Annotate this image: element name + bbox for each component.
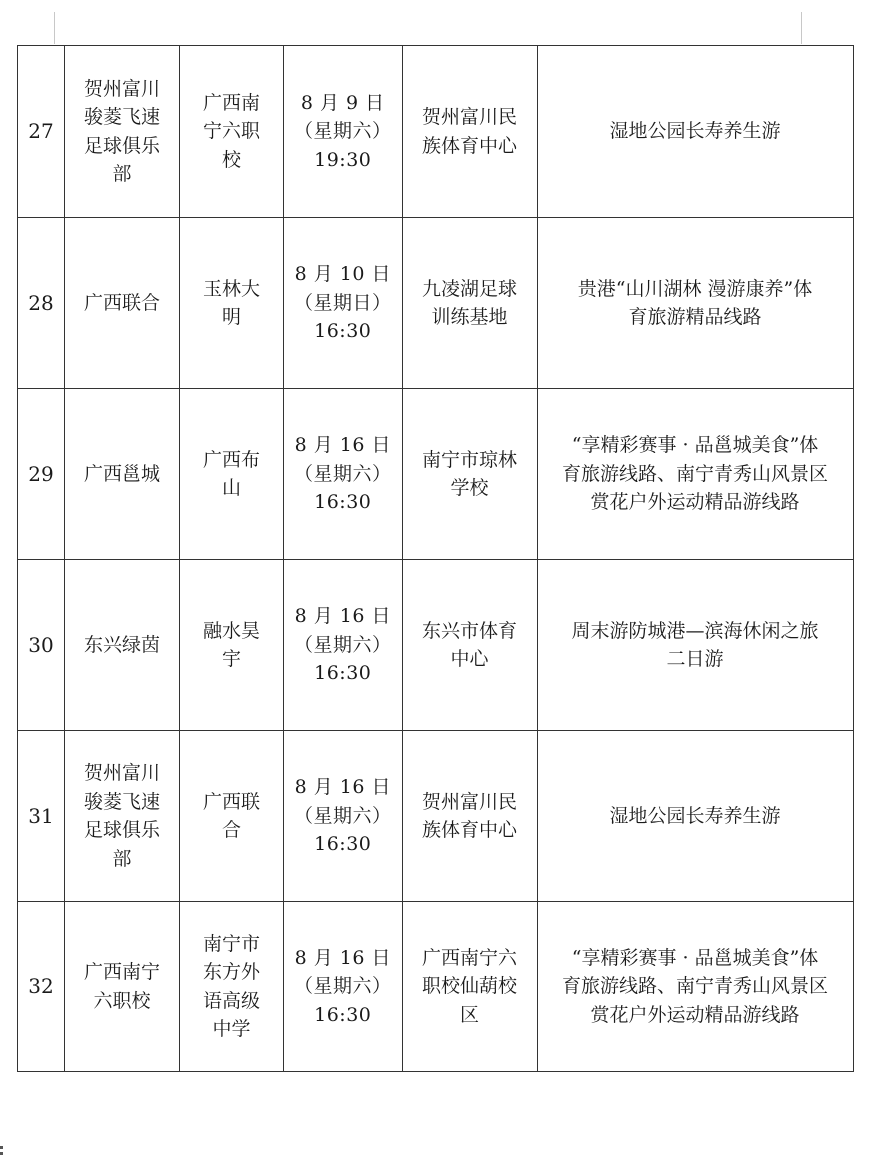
match-number: 30 <box>28 632 54 657</box>
match-number: 31 <box>28 803 54 828</box>
away-team-line: 合 <box>221 819 241 841</box>
match-venue-line: 贺州富川民 <box>422 790 518 813</box>
home-team-cell <box>65 902 180 1072</box>
match-venue-line: 族体育中心 <box>422 134 518 157</box>
match-venue-line: 九凌湖足球 <box>422 277 518 300</box>
tour-route-line: 周末游防城港—滨海休闲之旅 <box>571 619 819 642</box>
match-datetime-line: （星期六） <box>294 120 392 143</box>
away-team-line: 宁六职 <box>202 120 260 143</box>
match-number: 27 <box>28 119 54 144</box>
tour-route-line: 二日游 <box>666 648 724 670</box>
tour-route-line: “享精彩赛事 · 品邕城美食”体 <box>571 434 819 457</box>
away-team-cell <box>180 46 284 218</box>
away-team-cell <box>180 902 284 1072</box>
home-team-line: 六职校 <box>93 989 151 1012</box>
match-number-cell <box>18 389 65 560</box>
match-number-cell <box>18 46 65 218</box>
home-team-line: 足球俱乐 <box>83 134 160 157</box>
tour-route-line: 湿地公园长寿养生游 <box>609 120 781 143</box>
home-team-line: 部 <box>112 847 132 870</box>
tour-route-line: 贵港“山川湖林 漫游康养”体 <box>577 277 813 300</box>
margin-dots <box>0 1146 6 1156</box>
match-datetime-line: （星期六） <box>294 804 392 827</box>
table-row <box>18 902 854 1072</box>
match-number: 29 <box>28 461 54 486</box>
tour-route-cell <box>537 218 853 389</box>
match-datetime-line: 8 月 16 日 <box>294 605 391 628</box>
match-venue-cell <box>402 731 537 902</box>
home-team-line: 部 <box>112 163 132 185</box>
tour-route-line: “享精彩赛事 · 品邕城美食”体 <box>571 946 819 969</box>
tour-route-line: 育旅游线路、南宁青秀山风景区 <box>562 462 829 485</box>
match-schedule-table <box>17 45 854 1072</box>
match-datetime-line: 16:30 <box>314 491 372 514</box>
home-team-cell <box>65 46 180 218</box>
away-team-cell <box>180 731 284 902</box>
match-schedule-body <box>18 46 854 1072</box>
away-team-cell <box>180 560 284 731</box>
tour-route-cell <box>537 560 853 731</box>
match-datetime-cell <box>284 46 403 218</box>
match-datetime-line: 16:30 <box>314 833 372 856</box>
table-row <box>18 46 854 218</box>
match-datetime-cell <box>284 902 403 1072</box>
home-team-cell <box>65 389 180 560</box>
match-number-cell <box>18 902 65 1072</box>
table-row <box>18 560 854 731</box>
tour-route-cell <box>537 902 853 1072</box>
home-team-line: 广西联合 <box>83 291 160 314</box>
match-datetime-cell <box>284 560 403 731</box>
match-number-cell <box>18 218 65 389</box>
home-team-line: 贺州富川 <box>83 762 160 784</box>
home-team-line: 东兴绿茵 <box>83 633 160 656</box>
match-venue-line: 区 <box>460 1003 480 1026</box>
match-datetime-line: （星期六） <box>294 462 392 485</box>
match-venue-line: 训练基地 <box>431 306 508 328</box>
match-venue-line: 贺州富川民 <box>422 106 518 128</box>
match-datetime-line: 8 月 10 日 <box>294 263 391 286</box>
away-team-line: 广西联 <box>202 790 260 813</box>
match-venue-line: 东兴市体育 <box>422 619 518 642</box>
match-datetime-line: 16:30 <box>314 1003 372 1026</box>
tour-route-cell <box>537 731 853 902</box>
match-venue-cell <box>402 46 537 218</box>
match-datetime-line: （星期六） <box>294 633 392 656</box>
crop-mark-right <box>801 12 802 44</box>
tour-route-cell <box>537 389 853 560</box>
match-venue-line: 广西南宁六 <box>422 946 518 969</box>
away-team-line: 山 <box>221 477 241 499</box>
away-team-line: 广西南 <box>202 91 260 114</box>
tour-route-line: 湿地公园长寿养生游 <box>609 804 781 827</box>
tour-route-line: 育旅游精品线路 <box>628 306 762 328</box>
home-team-line: 骏菱飞速 <box>83 790 160 813</box>
table-row <box>18 389 854 560</box>
away-team-line: 语高级 <box>202 989 260 1012</box>
match-venue-cell <box>402 902 537 1072</box>
away-team-line: 东方外 <box>202 961 260 983</box>
match-venue-cell <box>402 389 537 560</box>
table-row <box>18 218 854 389</box>
match-number: 28 <box>28 290 54 315</box>
tour-route-cell <box>537 46 853 218</box>
match-venue-line: 中心 <box>450 648 489 670</box>
home-team-cell <box>65 218 180 389</box>
away-team-line: 宇 <box>221 648 241 670</box>
home-team-line: 广西南宁 <box>83 961 160 983</box>
away-team-cell <box>180 389 284 560</box>
match-datetime-line: （星期六） <box>294 975 392 998</box>
away-team-line: 融水昊 <box>202 619 260 642</box>
match-datetime-line: 8 月 9 日 <box>300 91 385 114</box>
match-datetime-line: 16:30 <box>314 320 372 343</box>
match-datetime-cell <box>284 389 403 560</box>
match-datetime-line: （星期日） <box>294 291 392 314</box>
away-team-line: 明 <box>221 306 241 328</box>
match-number-cell <box>18 560 65 731</box>
home-team-line: 广西邕城 <box>83 462 160 485</box>
match-venue-cell <box>402 560 537 731</box>
match-datetime-line: 8 月 16 日 <box>294 946 391 969</box>
table-row <box>18 731 854 902</box>
match-datetime-line: 19:30 <box>314 148 372 171</box>
match-datetime-cell <box>284 218 403 389</box>
match-datetime-line: 8 月 16 日 <box>294 434 391 457</box>
away-team-line: 校 <box>221 148 241 171</box>
home-team-line: 骏菱飞速 <box>83 106 160 128</box>
home-team-line: 足球俱乐 <box>83 819 160 841</box>
tour-route-line: 育旅游线路、南宁青秀山风景区 <box>562 975 829 998</box>
match-venue-line: 族体育中心 <box>422 819 518 841</box>
away-team-line: 南宁市 <box>202 932 260 955</box>
match-venue-cell <box>402 218 537 389</box>
crop-mark-left <box>54 12 55 44</box>
match-venue-line: 南宁市琼林 <box>422 448 518 471</box>
match-datetime-line: 8 月 16 日 <box>294 776 391 799</box>
away-team-line: 广西布 <box>202 448 260 471</box>
away-team-cell <box>180 218 284 389</box>
away-team-line: 中学 <box>212 1018 251 1040</box>
home-team-cell <box>65 731 180 902</box>
match-number: 32 <box>28 974 54 999</box>
home-team-cell <box>65 560 180 731</box>
tour-route-line: 赏花户外运动精品游线路 <box>590 1003 800 1026</box>
match-datetime-cell <box>284 731 403 902</box>
match-number-cell <box>18 731 65 902</box>
match-venue-line: 学校 <box>450 477 489 499</box>
away-team-line: 玉林大 <box>202 277 260 300</box>
tour-route-line: 赏花户外运动精品游线路 <box>590 491 800 514</box>
home-team-line: 贺州富川 <box>83 77 160 100</box>
match-venue-line: 职校仙葫校 <box>422 975 518 998</box>
match-datetime-line: 16:30 <box>314 662 372 685</box>
